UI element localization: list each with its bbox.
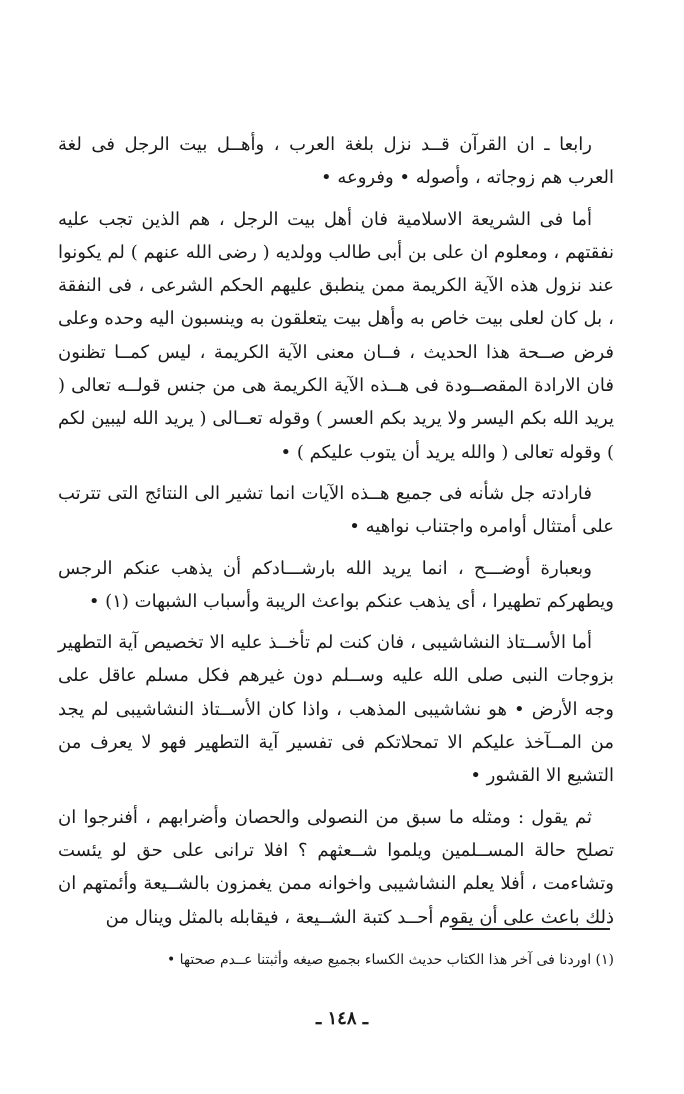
paragraph-3: فارادته جل شأنه فى جميع هــذه الآيات انما تشير الى النتائج التى تترتب على أمتثال أوامره واجتناب نواهيه •: [58, 482, 614, 538]
main-text: [58, 128, 614, 934]
paragraph-4: وبعبارة أوضـــح ، انما يريد الله بارشـــادكم أن يذهب عنكم الرجس ويطهركم تطهيرا ، أى يذهب عنكم بواعث الريبة وأسباب الشبهات (١) •: [58, 557, 614, 612]
footnote-divider: [452, 928, 610, 930]
page-number: ـ ١٤٨ ـ: [315, 1008, 369, 1029]
footnote: (١) اوردنا فى آخر هذا الكتاب حديث الكساء بجميع صيغه وأثبتنا عــدم صحتها •: [166, 952, 614, 968]
paragraph-1: رابعا ـ ان القرآن قــد نزل بلغة العرب ، وأهــل بيت الرجل فى لغة العرب هم زوجاته ، وأصوله • وفروعه •: [58, 134, 614, 189]
paragraph-2: أما فى الشريعة الاسلامية فان أهل بيت الرجل ، هم الذين تجب عليه نفقتهم ، ومعلوم ان على بن أبى طالب وولديه ( رضى الله عنهم ) لم يكونوا عند نزول هذه الآية الكريمة ممن ينطبق عليهم الحكم الشرعى ، فى النفقة ، بل كان لعلى بيت خاص به وأهل بيت يتعلقون به وينسبون اليه وحده وعلى فرض صــحة هذا الحديث ، فــان معنى الآية الكريمة ، ليس كمــا تظنون فان الارادة المقصــودة فى هــذه الآية الكريمة هى من جنس قولــه تعالى ( يريد الله بكم اليسر ولا يريد بكم العسر ) وقوله تعــالى ( يريد الله ليبين لكم ) وقوله تعالى ( والله يريد أن يتوب عليكم ) •: [58, 208, 614, 463]
paragraph-5: أما الأســتاذ النشاشيبى ، فان كنت لم تأخــذ عليه الا تخصيص آية التطهير بزوجات النبى صلى الله عليه وســلم دون غيرهم فكل مسلم عاقل على وجه الأرض • هو نشاشيبى المذهب ، واذا كان الأســتاذ النشاشيبى لم يجد من المــآخذ عليكم الا تمحلاتكم فى تفسير آية التطهير فهو لا يعرف من التشيع الا القشور •: [58, 632, 614, 787]
paragraph-6: ثم يقول : ومثله ما سبق من النصولى والحصان وأضرابهم ، أفنرجوا ان تصلح حالة المســلمين ويلموا شــعثهم ؟ افلا ترانى على حق لو يئست وتشاءمت ، أفلا يعلم النشاشيبى واخوانه ممن يغمزون بالشــيعة وأئمتهم ان ذلك باعث على أن يقوم أحــد كتبة الشــيعة ، فيقابله بالمثل وينال من: [58, 806, 614, 928]
